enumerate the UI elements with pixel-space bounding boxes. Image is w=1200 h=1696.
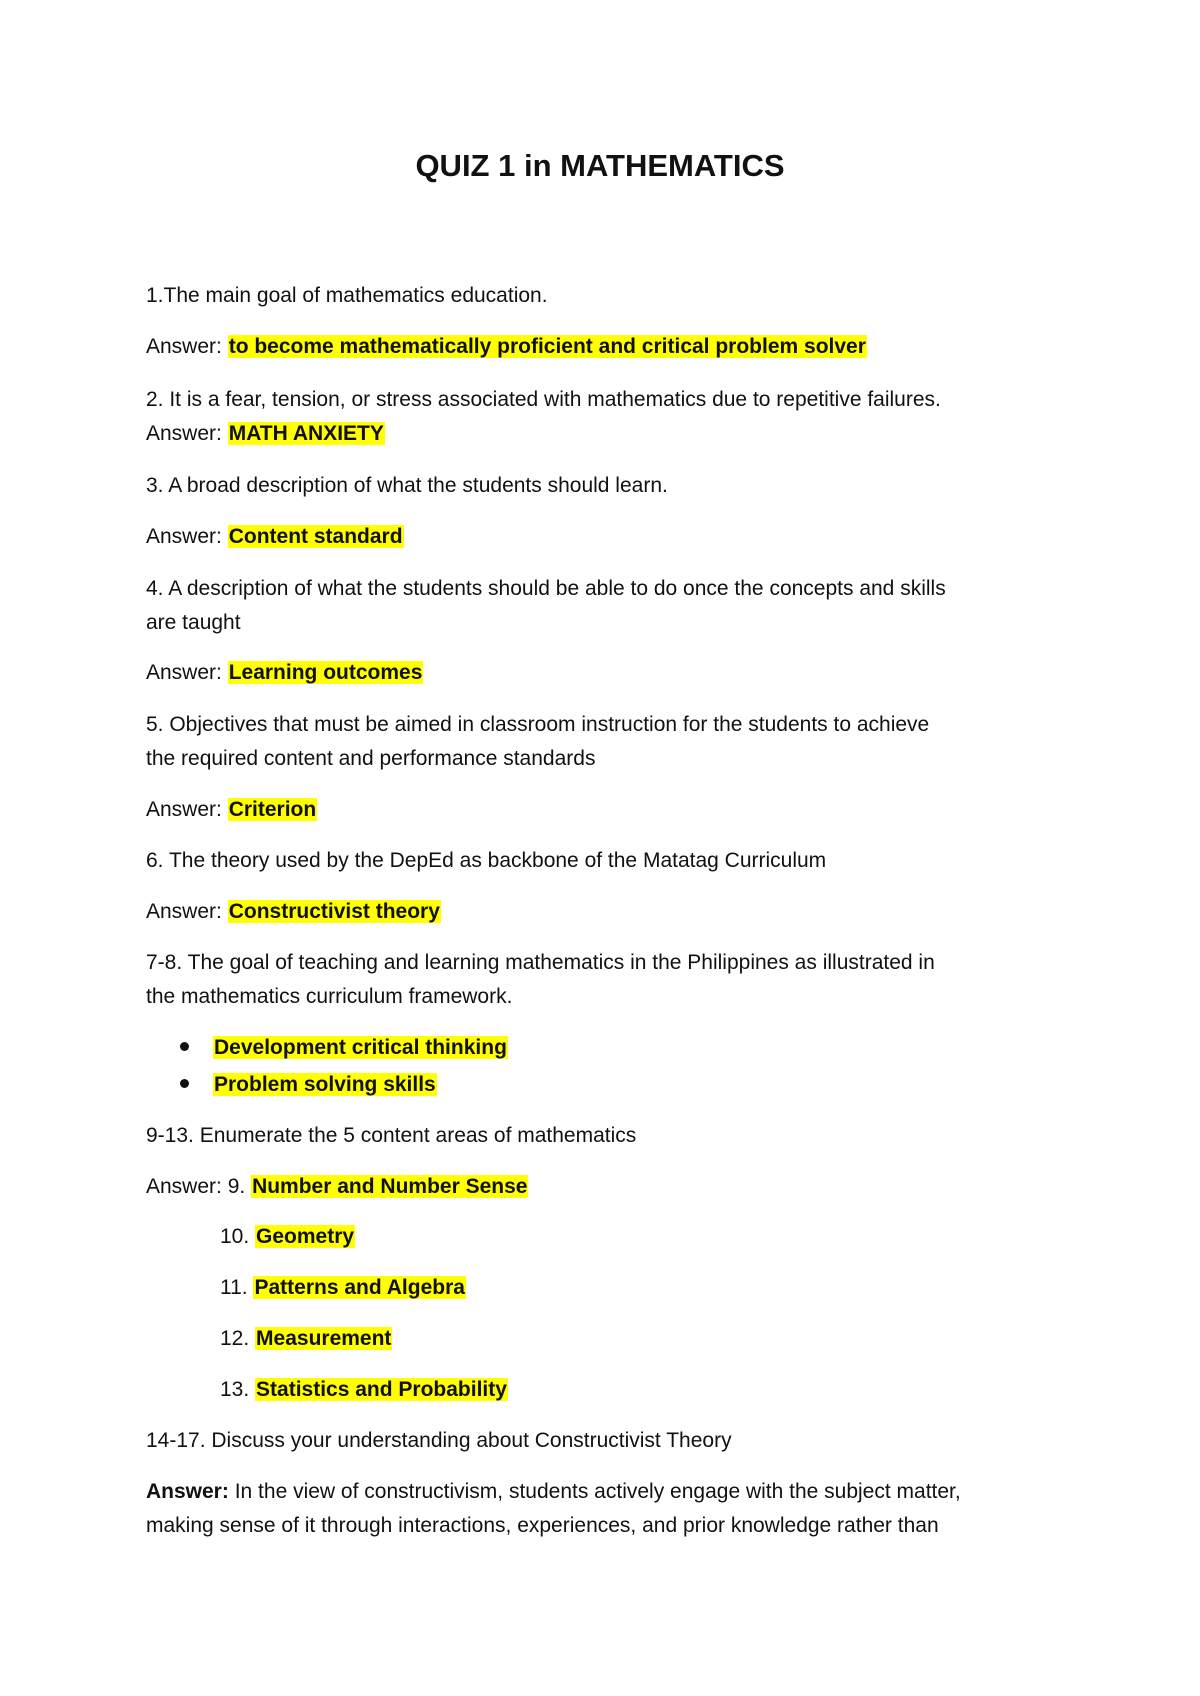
answer-11-highlight: Patterns and Algebra: [254, 1276, 465, 1299]
answer-5: [146, 795, 317, 825]
answer-10: [220, 1222, 355, 1252]
answer-12: [220, 1324, 392, 1354]
answer-3-highlight: Content standard: [228, 525, 403, 548]
bullet-answer-highlight: Development critical thinking: [214, 1036, 507, 1059]
bullet-icon: [180, 1079, 189, 1088]
answer-label: Answer:: [146, 422, 222, 445]
answer-5-highlight: Criterion: [228, 798, 317, 821]
answer-4: [146, 658, 423, 688]
answer-14-17-line-2: making sense of it through interactions, experiences, and prior knowledge rather than: [146, 1514, 939, 1537]
question-9-13: 9-13. Enumerate the 5 content areas of mathematics: [146, 1124, 637, 1147]
answer-label: Answer:: [146, 335, 222, 358]
question-14-17: 14-17. Discuss your understanding about Constructivist Theory: [146, 1429, 732, 1452]
answer-4-highlight: Learning outcomes: [228, 661, 423, 684]
question-4-line-2: are taught: [146, 611, 241, 634]
item-number: 10.: [220, 1225, 250, 1248]
answer-2-highlight: MATH ANXIETY: [228, 422, 384, 445]
answer-9-highlight: Number and Number Sense: [252, 1175, 528, 1198]
answer-label-bold: Answer:: [146, 1480, 229, 1503]
answer-label: Answer:: [146, 661, 222, 684]
bullet-item: [180, 1033, 508, 1063]
answer-6-highlight: Constructivist theory: [228, 900, 440, 923]
question-1: 1.The main goal of mathematics education.: [146, 284, 548, 307]
item-number: 12.: [220, 1327, 250, 1350]
answer-9: [146, 1172, 528, 1202]
answer-label: Answer:: [146, 525, 222, 548]
answer-1: [146, 332, 867, 362]
question-7-8-line-2: the mathematics curriculum framework.: [146, 985, 513, 1008]
answer-6: [146, 897, 441, 927]
question-3: 3. A broad description of what the students should learn.: [146, 474, 668, 497]
answer-12-highlight: Measurement: [256, 1327, 392, 1350]
question-5-line-1: 5. Objectives that must be aimed in classroom instruction for the students to achieve: [146, 713, 930, 736]
answer-label: Answer:: [146, 1175, 222, 1198]
answer-14-17-text: In the view of constructivism, students actively engage with the subject matter,: [234, 1480, 961, 1503]
answer-2: [146, 419, 385, 449]
question-4-line-1: 4. A description of what the students should be able to do once the concepts and skills: [146, 577, 946, 600]
question-5-line-2: the required content and performance standards: [146, 747, 596, 770]
item-number: 13.: [220, 1378, 250, 1401]
answer-1-highlight: to become mathematically proficient and critical problem solver: [228, 335, 866, 358]
answer-13: [220, 1375, 508, 1405]
bullet-item: [180, 1070, 437, 1100]
question-6: 6. The theory used by the DepEd as backbone of the Matatag Curriculum: [146, 849, 827, 872]
question-7-8-line-1: 7-8. The goal of teaching and learning mathematics in the Philippines as illustrated in: [146, 951, 935, 974]
item-number: 11.: [220, 1276, 248, 1299]
answer-14-17-line-1: [146, 1477, 961, 1507]
answer-3: [146, 522, 404, 552]
answer-10-highlight: Geometry: [256, 1225, 355, 1248]
answer-label: Answer:: [146, 798, 222, 821]
question-2: 2. It is a fear, tension, or stress associated with mathematics due to repetitive failures.: [146, 388, 941, 411]
item-number: 9.: [227, 1175, 246, 1198]
bullet-icon: [180, 1042, 189, 1051]
bullet-answer-highlight: Problem solving skills: [214, 1073, 436, 1096]
answer-11: [220, 1273, 466, 1303]
quiz-title: QUIZ 1 in MATHEMATICS: [415, 148, 785, 183]
answer-13-highlight: Statistics and Probability: [256, 1378, 507, 1401]
answer-label: Answer:: [146, 900, 222, 923]
